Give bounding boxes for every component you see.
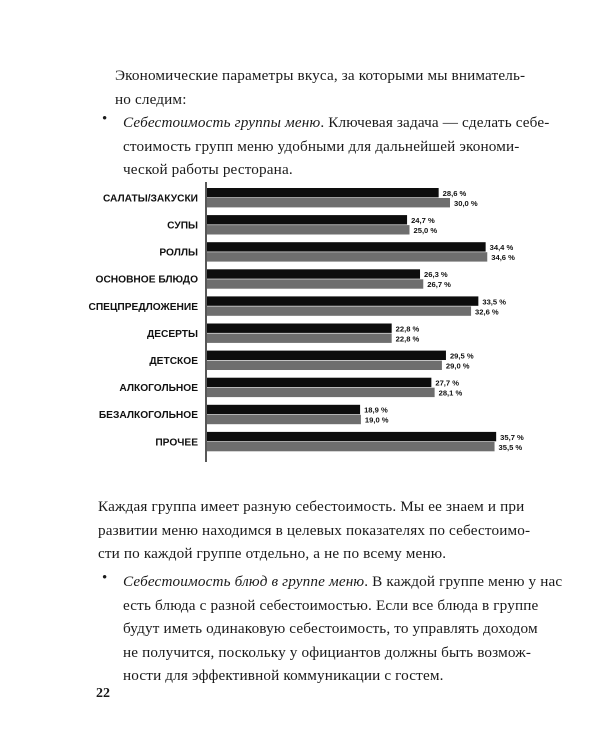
text-fragment: . Ключевая задача — сделать себе- <box>320 114 550 131</box>
text-line: развитии меню находимся в целевых показателях по себестоимо- <box>98 521 531 539</box>
bar-series-1 <box>207 215 407 224</box>
category-label: ОСНОВНОЕ БЛЮДО <box>95 274 198 286</box>
bar-series-1 <box>207 378 431 387</box>
value-label: 35,5 % <box>498 442 523 452</box>
bar-series-1 <box>207 324 392 333</box>
bar-series-2 <box>207 198 450 207</box>
value-label: 25,0 % <box>413 226 438 235</box>
value-label: 34,4 % <box>489 243 514 253</box>
bar-series-2 <box>207 252 487 261</box>
value-label: 26,3 % <box>424 270 448 280</box>
value-label: 22,8 % <box>395 324 420 334</box>
bar-series-1 <box>207 269 420 278</box>
category-label: СПЕЦПРЕДЛОЖЕНИЕ <box>88 301 198 313</box>
value-label: 35,7 % <box>500 432 524 442</box>
bullet-marker: • <box>102 570 108 586</box>
text-line: ности для эффективной коммуникации с гостем. <box>123 667 444 684</box>
text-line: будут иметь одинаковую себестоимость, то управлять доходом <box>123 620 538 637</box>
text-line: есть блюда с разной себестоимостью. Если все блюда в группе <box>123 596 539 614</box>
text-line: но следим: <box>115 90 187 108</box>
value-label: 29,5 % <box>449 351 474 361</box>
category-label: ПРОЧЕЕ <box>155 437 198 449</box>
bar-series-2 <box>207 334 392 343</box>
bar-series-1 <box>207 405 360 414</box>
group-cost-paragraph <box>98 495 530 566</box>
text-line: ческой работы ресторана. <box>123 161 293 178</box>
page-number: 22 <box>96 686 110 701</box>
bar-series-1 <box>207 351 446 360</box>
bar-series-2 <box>207 306 471 315</box>
term-group-cost: Себестоимость группы меню <box>123 114 321 131</box>
value-label: 28,6 % <box>442 188 467 198</box>
category-label: БЕЗАЛКОГОЛЬНОЕ <box>98 410 198 422</box>
value-label: 19,0 % <box>364 415 389 425</box>
category-label: СУПЫ <box>167 220 198 232</box>
bar-series-1 <box>207 296 478 305</box>
bar-series-2 <box>207 225 410 234</box>
bullet-marker: • <box>102 111 108 127</box>
value-label: 18,9 % <box>364 405 388 415</box>
text-line: не получится, поскольку у официантов должны быть возмож- <box>123 643 532 661</box>
value-label: 33,5 % <box>482 297 507 307</box>
value-label: 30,0 % <box>454 198 478 208</box>
category-label: РОЛЛЫ <box>159 247 198 259</box>
value-label: 29,0 % <box>445 361 470 371</box>
value-label: 32,6 % <box>475 307 499 317</box>
bar-series-2 <box>207 388 435 397</box>
value-label: 28,1 % <box>438 388 463 398</box>
bar-series-2 <box>207 415 361 424</box>
text-line: Экономические параметры вкуса, за которыми мы вниматель- <box>115 67 526 84</box>
value-label: 22,8 % <box>395 334 420 344</box>
bullet-paragraph-dish-cost <box>123 570 562 688</box>
text-fragment: . В каждой группе меню у нас <box>364 573 563 590</box>
category-label: САЛАТЫ/ЗАКУСКИ <box>102 193 198 205</box>
value-label: 34,6 % <box>491 253 515 263</box>
category-label: АЛКОГОЛЬНОЕ <box>119 383 198 395</box>
value-label: 27,7 % <box>435 378 460 388</box>
term-dish-cost: Себестоимость блюд в группе меню <box>123 573 365 590</box>
bar-series-1 <box>207 242 486 251</box>
value-label: 26,7 % <box>427 280 451 290</box>
text-line: сти по каждой группе отдельно, а не по всему меню. <box>98 545 447 562</box>
value-label: 24,7 % <box>411 216 435 225</box>
category-label: ДЕСЕРТЫ <box>146 328 198 340</box>
bar-series-1 <box>207 188 439 197</box>
bar-series-2 <box>207 442 495 451</box>
text-line: стоимость групп меню удобными для дальнейшей экономи- <box>123 137 520 155</box>
bar-series-1 <box>207 432 496 441</box>
text-line: Каждая группа имеет разную себестоимость. Мы ее знаем и при <box>98 498 525 515</box>
bar-series-2 <box>207 361 442 370</box>
category-label: ДЕТСКОЕ <box>149 356 198 367</box>
bar-series-2 <box>207 279 423 288</box>
